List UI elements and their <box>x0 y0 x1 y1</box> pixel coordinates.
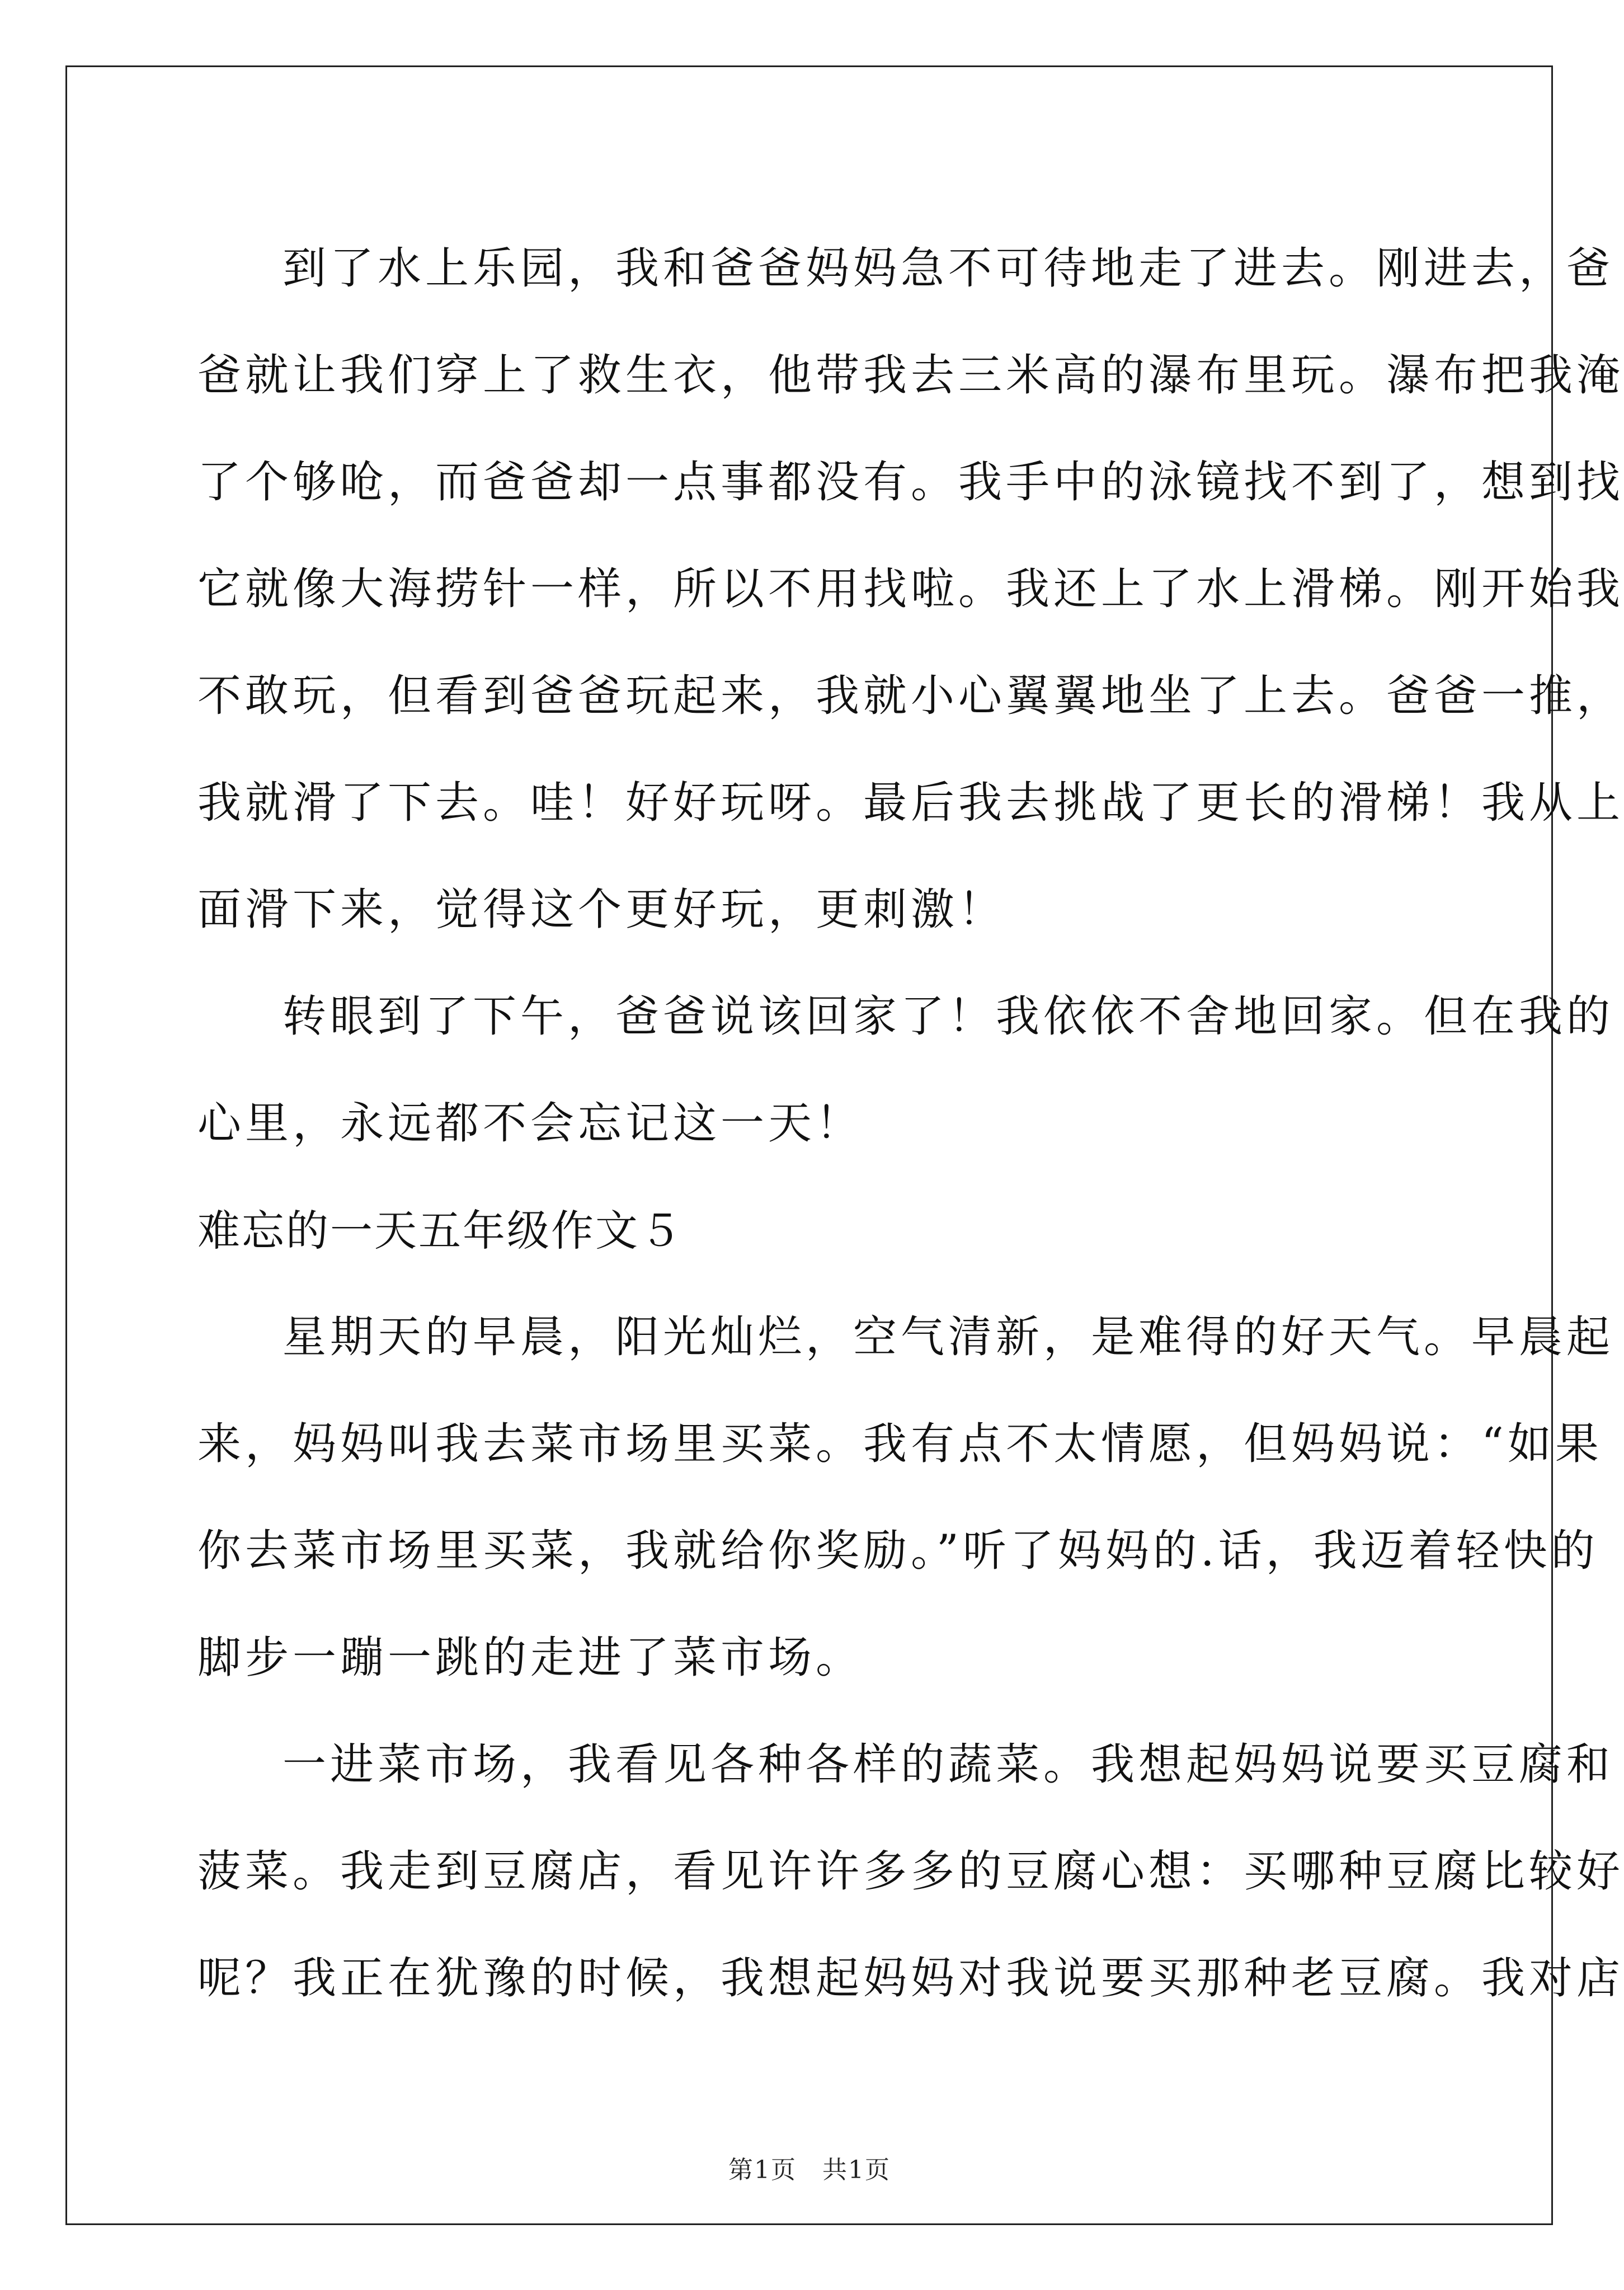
text-line: 来，妈妈叫我去菜市场里买菜。我有点不太情愿，但妈妈说：“如果 <box>197 1419 1603 1469</box>
text-line: 呢？我正在犹豫的时候，我想起妈妈对我说要买那种老豆腐。我对店 <box>197 1953 1624 2004</box>
document-body <box>197 215 1624 2032</box>
text-line: 菠菜。我走到豆腐店，看见许许多多的豆腐心想：买哪种豆腐比较好 <box>197 1846 1624 1897</box>
text-line: 你去菜市场里买菜，我就给你奖励。”听了妈妈的.话，我迈着轻快的 <box>197 1526 1599 1576</box>
text-line: 脚步一蹦一跳的走进了菜市场。 <box>197 1633 864 1683</box>
text-line: 一进菜市场，我看见各种各样的蔬菜。我想起妈妈说要买豆腐和 <box>283 1739 1614 1790</box>
text-line: 心里，永远都不会忘记这一天！ <box>197 1098 864 1149</box>
text-line: 转眼到了下午，爸爸说该回家了！我依依不舍地回家。但在我的 <box>283 991 1614 1042</box>
text-line: 它就像大海捞针一样，所以不用找啦。我还上了水上滑梯。刚开始我 <box>197 564 1624 614</box>
text-line: 我就滑了下去。哇！好好玩呀。最后我去挑战了更长的滑梯！我从上 <box>197 778 1624 828</box>
text-line: 星期天的早晨，阳光灿烂，空气清新，是难得的好天气。早晨起 <box>283 1312 1614 1362</box>
text-line: 面滑下来，觉得这个更好玩，更刺激！ <box>197 885 1006 935</box>
page-footer: 第1页 共1页 <box>728 2156 891 2184</box>
text-line: 爸就让我们穿上了救生衣，他带我去三米高的瀑布里玩。瀑布把我淹 <box>197 350 1624 401</box>
text-line: 了个够呛，而爸爸却一点事都没有。我手中的泳镜找不到了，想到找 <box>197 457 1624 507</box>
text-line: 不敢玩，但看到爸爸玩起来，我就小心翼翼地坐了上去。爸爸一推， <box>197 671 1624 721</box>
text-line: 到了水上乐园，我和爸爸妈妈急不可待地走了进去。刚进去，爸 <box>283 243 1614 294</box>
section-heading: 难忘的一天五年级作文５ <box>197 1206 684 1255</box>
